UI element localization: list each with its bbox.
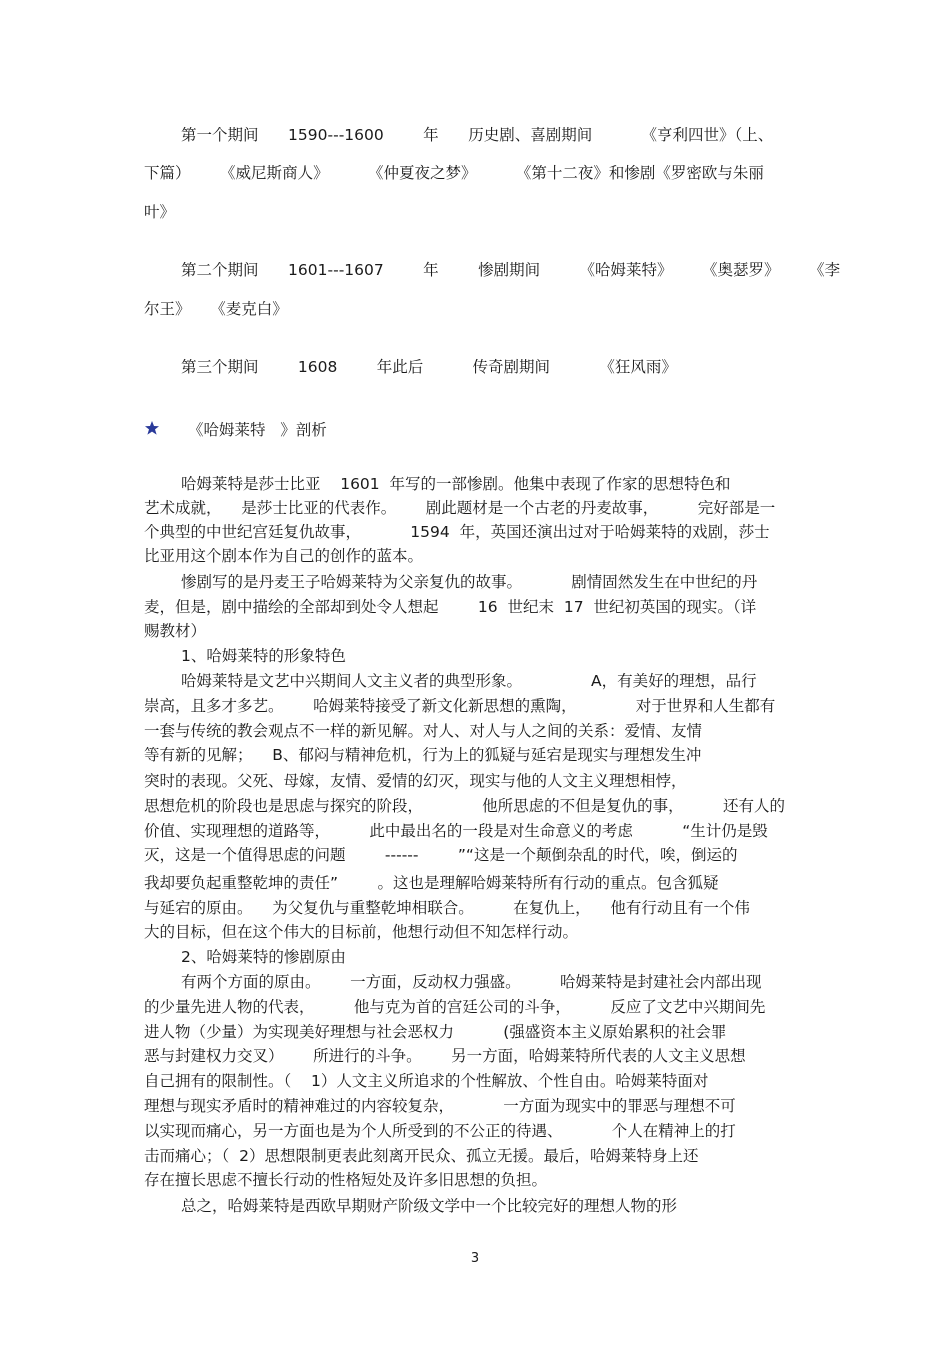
body-line: 麦，但是，剧中描绘的全部却到处令人想起 16 世纪末 17 世纪初英国的现实。（详 [144, 598, 757, 616]
body-line: 赐教材） [144, 622, 207, 640]
body-line: 哈姆莱特是文艺中兴期间人文主义者的典型形象。 A，有美好的理想，品行 [181, 672, 757, 690]
body-line: 理想与现实矛盾时的精神难过的内容较复杂， 一方面为现实中的罪恶与理想不可 [144, 1097, 736, 1115]
body-line: 以实现而痛心，另一方面也是为个人所受到的不公正的待遇、 个人在精神上的打 [144, 1122, 736, 1140]
body-line: 总之，哈姆莱特是西欧早期财产阶级文学中一个比较完好的理想人物的形 [181, 1197, 678, 1215]
period-1-line-1: 第一个期间 1590---1600 年 历史剧、喜剧期间 《亨利四世》（上、 [181, 126, 774, 144]
period-1-line-2: 下篇） 《威尼斯商人》 《仲夏夜之梦》 《第十二夜》和惨剧《罗密欧与朱丽 [144, 164, 764, 182]
body-line: 进人物（少量）为实现美好理想与社会恶权力 (强盛资本主义原始累积的社会罪 [144, 1023, 727, 1041]
blue-star-bullet-icon [144, 420, 160, 436]
body-line: 突时的表现。父死、母嫁，友情、爱情的幻灭，现实与他的人文主义理想相悖， [144, 772, 687, 790]
subheading-1: 1、哈姆莱特的形象特色 [181, 647, 346, 665]
body-line: 个典型的中世纪宫廷复仇故事， 1594 年，英国还演出过对于哈姆莱特的戏剧，莎士 [144, 523, 770, 541]
body-line: 等有新的见解； B、郁闷与精神危机，行为上的狐疑与延宕是现实与理想发生冲 [144, 746, 702, 764]
body-line: 的少量先进人物的代表， 他与克为首的宫廷公司的斗争， 反应了文艺中兴期间先 [144, 998, 766, 1016]
period-1-line-3: 叶》 [144, 203, 176, 221]
period-3-line-1: 第三个期间 1608 年此后 传奇剧期间 《狂风雨》 [181, 358, 677, 376]
body-line: 思想危机的阶段也是思虑与探究的阶段， 他所思虑的不但是复仇的事， 还有人的 [144, 797, 786, 815]
body-line: 自己拥有的限制性。（ 1）人文主义所追求的个性解放、个性自由。哈姆莱特面对 [144, 1072, 709, 1090]
period-2-line-2: 尔王》 《麦克白》 [144, 300, 288, 318]
body-line: 崇高，且多才多艺。 哈姆莱特接受了新文化新思想的熏陶， 对于世界和人生都有 [144, 697, 776, 715]
body-line: 艺术成就， 是莎士比亚的代表作。 剧此题材是一个古老的丹麦故事， 完好部是一 [144, 499, 776, 517]
subheading-2: 2、哈姆莱特的惨剧原由 [181, 948, 346, 966]
body-line: 惨剧写的是丹麦王子哈姆莱特为父亲复仇的故事。 剧情固然发生在中世纪的丹 [181, 573, 758, 591]
period-2-line-1: 第二个期间 1601---1607 年 惨剧期间 《哈姆莱特》 《奥瑟罗》 《李 [181, 261, 841, 279]
body-line: 灭，这是一个值得思虑的问题 ------ ”“这是一个颠倒杂乱的时代，唉，倒运的 [144, 846, 738, 864]
body-line: 哈姆莱特是莎士比亚 1601 年写的一部惨剧。他集中表现了作家的思想特色和 [181, 475, 731, 493]
body-line: 与延宕的原由。 为父复仇与重整乾坤相联合。 在复仇上， 他有行动且有一个伟 [144, 899, 750, 917]
body-line: 价值、实现理想的道路等， 此中最出名的一段是对生命意义的考虑 “生计仍是毁 [144, 822, 768, 840]
body-line: 恶与封建权力交叉） 所进行的斗争。 另一方面，哈姆莱特所代表的人文主义思想 [144, 1047, 746, 1065]
body-line: 一套与传统的教会观点不一样的新见解。对人、对人与人之间的关系：爱情、友情 [144, 722, 703, 740]
section-title: 《哈姆莱特 》剖析 [188, 421, 327, 439]
body-line: 有两个方面的原由。 一方面，反动权力强盛。 哈姆莱特是封建社会内部出现 [181, 973, 762, 991]
body-line: 大的目标，但在这个伟大的目标前，他想行动但不知怎样行动。 [144, 923, 579, 941]
body-line: 存在擅长思虑不擅长行动的性格短处及许多旧思想的负担。 [144, 1171, 548, 1189]
body-line: 击而痛心；（ 2）思想限制更表此刻离开民众、孤立无援。最后，哈姆莱特身上还 [144, 1147, 699, 1165]
page-number: 3 [470, 1251, 480, 1266]
body-line: 我却要负起重整乾坤的责任” 。这也是理解哈姆莱特所有行动的重点。包含狐疑 [144, 874, 719, 892]
body-line: 比亚用这个剧本作为自己的创作的蓝本。 [144, 547, 424, 565]
